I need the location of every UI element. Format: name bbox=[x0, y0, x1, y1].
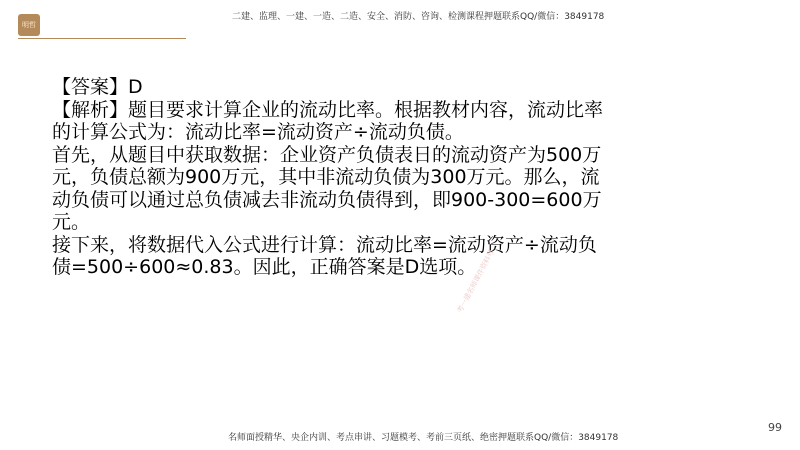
brand-logo bbox=[18, 14, 40, 36]
slide-content bbox=[52, 76, 612, 279]
answer-line: 【答案】D bbox=[52, 76, 143, 98]
page-number: 99 bbox=[768, 421, 782, 434]
analysis-paragraph: 【解析】题目要求计算企业的流动比率。根据教材内容，流动比率的计算公式为：流动比率=流动资产÷流动负债。 bbox=[52, 98, 604, 143]
header-promo-text: 二建、监理、一建、一造、二造、安全、消防、咨询、检测课程押题联系QQ/微信：3849178 bbox=[232, 12, 605, 22]
brand-logo-text: 明哲 bbox=[22, 20, 36, 29]
header-divider bbox=[18, 38, 186, 39]
data-paragraph: 首先，从题目中获取数据：企业资产负债表日的流动资产为500万元，负债总额为900万元，其中非流动负债为300万元。那么，流动负债可以通过总负债减去非流动负债得到，即900-300=600万元。 bbox=[52, 143, 602, 233]
calculation-paragraph: 接下来，将数据代入公式进行计算：流动比率=流动资产÷流动负债=500÷600≈0.83。因此，正确答案是D选项。 bbox=[52, 233, 597, 278]
watermark-text: 考一建名师课件资料号 bbox=[455, 248, 496, 315]
footer-promo-text: 名师面授精华、央企内训、考点串讲、习题模考、考前三页纸、绝密押题联系QQ/微信：3849178 bbox=[228, 433, 619, 443]
